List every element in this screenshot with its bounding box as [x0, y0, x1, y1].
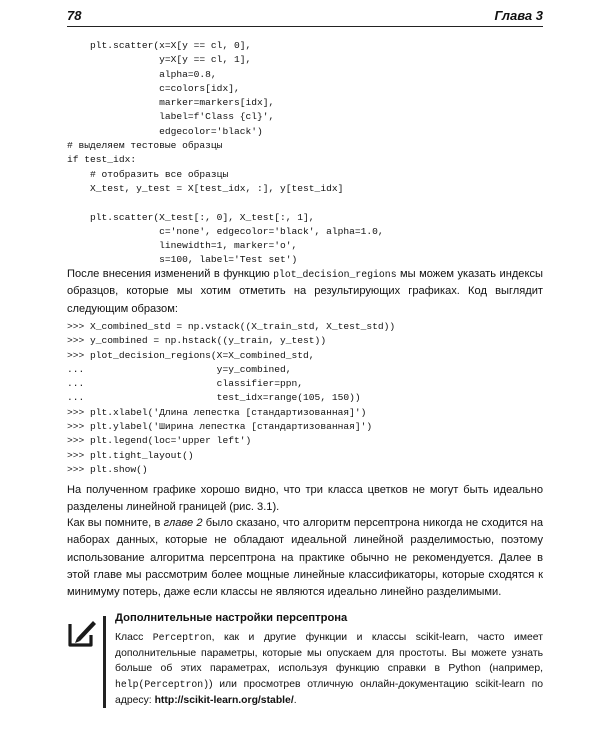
code-line: >>> plt.xlabel('Длина лепестка [стандартизованная]') [67, 406, 367, 418]
code-line: ... y=y_combined, [67, 363, 292, 375]
header-rule [67, 26, 543, 27]
paragraph-decision-regions [67, 266, 543, 318]
paragraph-result: На полученном графике хорошо видно, что три класса цветков не могут быть идеально разделены линейной границей (рис. 3.1). [67, 484, 543, 514]
documentation-link[interactable]: http://scikit-learn.org/stable/ [154, 694, 294, 706]
code-line: plt.scatter(x=X[y == cl, 0], [67, 40, 252, 51]
code-line: label=f'Class {cl}', [67, 111, 275, 123]
code-line: # отобразить все образцы [67, 168, 229, 180]
code-line: c='none', edgecolor='black', alpha=1.0, [67, 225, 384, 237]
code-line: >>> plt.ylabel('Ширина лепестка [стандартизованная]') [67, 421, 373, 433]
code-line: # выделяем тестовые образцы [67, 140, 223, 152]
code-line: >>> plt.legend(loc='upper left') [67, 435, 252, 447]
paragraph-text: Как вы помните, в [67, 517, 164, 529]
code-line: X_test, y_test = X[test_idx, :], y[test_idx] [67, 182, 344, 194]
code-line: ... test_idx=range(105, 150)) [67, 392, 361, 404]
pencil-note-icon [67, 618, 97, 648]
code-line: >>> y_combined = np.hstack((y_train, y_test)) [67, 335, 327, 347]
code-line: >>> plt.tight_layout() [67, 449, 194, 461]
code-line: ... classifier=ppn, [67, 378, 304, 390]
inline-code: Perceptron [152, 632, 212, 643]
code-line: edgecolor='black') [67, 125, 263, 137]
inline-code: help(Perceptron) [115, 679, 210, 691]
code-block-scatter [67, 39, 384, 268]
paragraph-text: После внесения изменений в функцию [67, 268, 274, 280]
code-line: s=100, label='Test set') [67, 254, 298, 266]
note-text: Класс [115, 632, 153, 643]
note-sidebar-rule [103, 616, 106, 708]
code-line: plt.scatter(X_test[:, 0], X_test[:, 1], [67, 211, 315, 223]
code-line: >>> plot_decision_regions(X=X_combined_std, [67, 349, 315, 361]
code-line: >>> plt.show() [67, 463, 148, 475]
paragraph-perceptron [67, 515, 543, 601]
code-line: y=X[y == cl, 1], [67, 54, 252, 66]
paragraph-text: было сказано, что алгоритм персептрона никогда не сходится на наборах данных, которые не обладают идеальной линейной разделимостью, поэтому использование алгоритма персептрона на практике обычно не рекомендуется. Далее в этой главе мы рассмотрим более мощные линейные классификаторы, которые сходятся к минимуму потерь, даже если классы не являются идеально линейно разделимыми. [67, 517, 543, 599]
code-line: if test_idx: [67, 154, 137, 166]
code-line: c=colors[idx], [67, 82, 240, 94]
code-line [67, 196, 384, 210]
code-line: linewidth=1, marker='o', [67, 240, 298, 252]
chapter-title: Глава 3 [494, 8, 543, 23]
note-text: , как и другие функции и классы scikit-learn, часто имеет дополнительные параметры, которые мы опускаем для простоты. Вы можете узнать больше об этих параметрах, используя функцию справки в Python (например, [115, 632, 543, 675]
note-body [115, 630, 543, 709]
note-text: . [293, 694, 297, 706]
chapter-reference: главе 2 [163, 517, 203, 529]
page-header [67, 8, 543, 26]
code-line: marker=markers[idx], [67, 97, 275, 109]
paragraph-text: мы можем указать индексы образцов, которые мы хотим отметить на результирующих графиках. Код выглядит следующим образом: [67, 268, 543, 315]
code-block-plot [67, 320, 395, 477]
inline-code: plot_decision_regions [273, 269, 397, 280]
code-line: alpha=0.8, [67, 68, 217, 80]
page-number: 78 [67, 8, 82, 23]
note-title: Дополнительные настройки персептрона [115, 612, 348, 624]
note-text: ) или просмотрев отличную онлайн-документацию scikit-learn по адресу: [115, 679, 543, 706]
code-line: >>> X_combined_std = np.vstack((X_train_std, X_test_std)) [67, 321, 396, 332]
